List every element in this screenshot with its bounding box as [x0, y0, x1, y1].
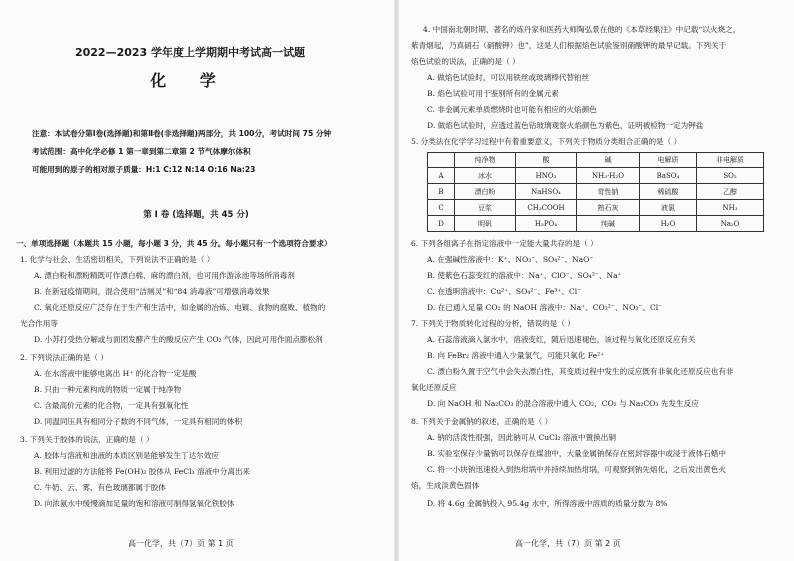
text-line: C. 含最高价元素的化合物，一定具有强氧化性 — [34, 401, 189, 410]
table-cell: H₃PO₄ — [516, 216, 577, 232]
text-line: B. 只由一种元素构成的物质一定属于纯净物 — [34, 385, 182, 394]
table-cell: 熟石灰 — [577, 200, 640, 216]
text-line: B. 向 FeBr₂ 溶液中通入少量氯气，可能只氧化 Fe²⁺ — [427, 351, 605, 360]
table-row — [428, 184, 764, 200]
text-line: C. 将一小块钠迅速投入到热坩埚中并持续加热坩埚，可观察到钠先熔化，之后发出黄色火 — [427, 465, 726, 474]
text-line: 焰色试验的说法，正确的是（ ） — [411, 57, 520, 66]
table-cell: 冰水 — [455, 168, 516, 184]
text-line: D. 将 4.6g 金属钠投入 95.4g 水中，所得溶液中溶质的质量分数为 8% — [427, 499, 668, 508]
text-line: C. 非金属元素单质燃烧时也可能有相应的火焰颜色 — [427, 105, 597, 114]
text-line: 焰，生成淡黄色固体 — [411, 481, 480, 490]
table-header-cell: 酸 — [516, 153, 577, 168]
table-cell: NaHSO₄ — [516, 184, 577, 200]
table-cell: BaSO₄ — [640, 168, 697, 184]
table-row — [428, 216, 764, 232]
text-line: A. 胶体与溶液和浊液的本质区别是能够发生丁达尔效应 — [34, 451, 219, 460]
text-line: D. 做焰色试验时，应透过蓝色钴玻璃观察火焰颜色为紫色，证明被检物一定为钾盐 — [427, 121, 704, 130]
text-line: D. 向浓氨水中缓慢滴加足量的饱和溶液可制得氢氧化铁胶体 — [34, 499, 235, 508]
text-line: B. 实验室保存少量钠可以保存在煤油中，大量金属钠保存在密封容器中或浸于液体石蜡中 — [427, 449, 726, 458]
text-line: 5. 分类法在化学学习过程中有着重要意义，下列关于物质分类组合正确的是（ ） — [411, 137, 682, 146]
table-cell: CH₃COOH — [516, 200, 577, 216]
exam-title: 2022—2023 学年度上学期期中考试高一试题 — [74, 46, 306, 59]
table-header-cell — [428, 153, 455, 168]
text-line: 7. 下列关于物质转化过程的分析，错误的是（ ） — [411, 319, 575, 328]
text-line: D. 在已通入足量 CO₂ 的 NaOH 溶液中：Na⁺、CO₃²⁻、NO₃⁻、Cl⁻ — [427, 303, 663, 312]
text-line: A. 漂白粉和漂粉精既可作漂白棉、麻的漂白剂，也可用作游泳池等场所消毒剂 — [34, 271, 295, 280]
table-cell: A — [428, 168, 455, 184]
text-line: A. 石蕊溶液滴入氯水中，溶液变红，随后迅速褪色，该过程与氧化还原反应有关 — [427, 335, 696, 344]
table-cell: 豆浆 — [455, 200, 516, 216]
text-line: C. 在透明溶液中：Cu²⁺、SO₄²⁻、Fe³⁺、Cl⁻ — [427, 287, 582, 296]
table-cell: 苛性钠 — [577, 184, 640, 200]
text-line: D. 同温同压具有相同分子数的不同气体，一定具有相同的体积 — [34, 417, 243, 426]
text-line: C. 漂白粉久置于空气中会失去漂白性，其变质过程中发生的反应既有非氧化还原反应也有非 — [427, 367, 734, 376]
text-line: C. 氧化还原反应广泛存在于生产和生活中，如金属的冶炼、电镀、食物的腐败、植物的 — [34, 303, 326, 312]
page-footer: 高一化学，共（7）页 第 2 页 — [515, 539, 621, 548]
text-line: 氧化还原反应 — [411, 383, 457, 392]
text-line: A. 在强碱性溶液中：K⁺、NO₃⁻、SO₄²⁻、NaO⁻ — [427, 255, 594, 264]
table-row — [428, 200, 764, 216]
text-line: 紫青烟起，乃真硝石（硝酸钾）也”，这是人们根据焰色试验鉴别硝酸钾的最早记载。下列关于 — [411, 41, 727, 50]
table-cell: H₂O — [640, 216, 697, 232]
table-cell: C — [428, 200, 455, 216]
text-line: 2. 下列说法正确的是（ ） — [20, 353, 109, 362]
table-header-cell: 纯净物 — [455, 153, 516, 168]
table-cell: 漂白粉 — [455, 184, 516, 200]
table-cell: B — [428, 184, 455, 200]
table-header-cell: 非电解质 — [697, 153, 764, 168]
table-cell: HNO₃ — [516, 168, 577, 184]
subject-title: 化 学 — [150, 71, 230, 90]
classification-table — [427, 152, 764, 232]
text-line: B. 使紫色石蕊变红的溶液中：Na⁺、ClO⁻、SO₄²⁻、Na⁺ — [427, 271, 622, 280]
table-cell: 纯碱 — [577, 216, 640, 232]
table-row — [428, 168, 764, 184]
text-line: 3. 下列关于胶体的说法，正确的是（ ） — [20, 435, 154, 444]
right-page — [397, 0, 794, 561]
table-cell: SO₂ — [697, 168, 764, 184]
table-cell: 明矾 — [455, 216, 516, 232]
note-line: 可能用到的原子的相对原子质量：H:1 C:12 N:14 O:16 Na:23 — [32, 165, 256, 174]
text-line: B. 焰色试验可用于鉴别所有的金属元素 — [427, 89, 559, 98]
text-line: 6. 下列各组离子在指定溶液中一定能大量共存的是（ ） — [411, 239, 598, 248]
text-line: B. 在新冠疫情期间，混合使用“洁厕灵”和“84 消毒液”可增强消毒效果 — [34, 287, 270, 296]
text-line: A. 钠的活泼性很强，因此钠可从 CuCl₂ 溶液中置换出铜 — [427, 433, 616, 442]
text-line: 8. 下列关于金属钠的叙述，正确的是（ ） — [411, 417, 553, 426]
note-line: 注意：本试卷分第Ⅰ卷(选择题)和第Ⅱ卷(非选择题)两部分，共 100分，考试时间 75 分钟 — [32, 129, 332, 138]
text-line: B. 利用过滤的方法能将 Fe(OH)₃ 胶体从 FeCl₃ 溶液中分离出来 — [34, 467, 251, 476]
text-line: 光合作用等 — [20, 319, 58, 328]
table-cell: 液氯 — [640, 200, 697, 216]
table-cell: NH₃·H₂O — [577, 168, 640, 184]
table-cell: 稀硫酸 — [640, 184, 697, 200]
table-cell: NH₃ — [697, 200, 764, 216]
text-line: 1. 化学与社会、生活密切相关，下列说法不正确的是（ ） — [20, 255, 215, 264]
table-header-cell: 碱 — [577, 153, 640, 168]
table-cell: 乙醇 — [697, 184, 764, 200]
text-line: A. 在水溶液中能够电离出 H⁺ 的化合物一定是酸 — [34, 369, 197, 378]
text-line: D. 向 NaOH 和 Na₂CO₃ 的混合溶液中通入 CO₂，CO₂ 与 Na₂CO₃ 先发生反应 — [427, 399, 699, 408]
table-cell: Na₂O — [697, 216, 764, 232]
text-line: 4. 中国南北朝时期，著名的炼丹家和医药大师陶弘景在他的《本草经集注》中记载“以火烧之， — [423, 25, 741, 34]
table-cell: D — [428, 216, 455, 232]
table-header-cell: 电解质 — [640, 153, 697, 168]
section-title: 第 Ⅰ 卷 (选择题，共 45 分) — [143, 210, 249, 220]
text-line: D. 小苏打受热分解或与面团发酵产生的酸反应产生 CO₂ 气体，因此可用作面点膨松剂 — [34, 335, 323, 344]
text-line: C. 牛奶、云、雾、有色玻璃都属于胶体 — [34, 483, 166, 492]
text-line: 一、单项选择题（本题共 15 小题，每小题 3 分，共 45 分。每小题只有一个选项符合要求） — [16, 239, 332, 248]
page-footer: 高一化学，共（7）页 第 1 页 — [128, 539, 234, 548]
note-line: 考试范围：高中化学必修 1 第一章到第二章第 2 节气体摩尔体积 — [32, 147, 251, 156]
text-line: A. 做焰色试验时，可以用铁丝或玻璃棒代替铂丝 — [427, 73, 590, 82]
table-header-row — [428, 153, 764, 168]
